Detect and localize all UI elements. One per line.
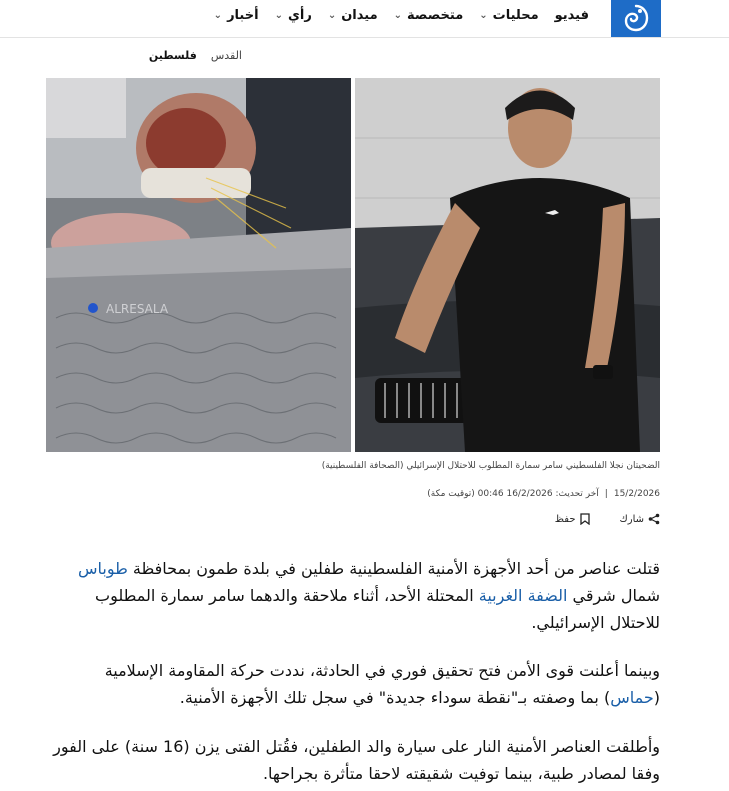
breadcrumb-palestine[interactable]: فلسطين: [148, 49, 197, 62]
watermark-dot: [88, 303, 98, 313]
chevron-down-icon: ⌄: [274, 9, 283, 21]
chevron-down-icon: ⌄: [393, 9, 403, 21]
aljazeera-logo[interactable]: [611, 0, 661, 37]
save-button[interactable]: [555, 513, 590, 525]
paragraph-text: قتلت عناصر من أحد الأجهزة الأمنية الفلسطينية طفلين في بلدة طمون بمحافظة: [127, 559, 660, 578]
nav-label: ميدان: [341, 7, 378, 23]
article-image-left: [46, 78, 351, 452]
main-nav: [214, 0, 589, 30]
paragraph-text: ) بما وصفته بـ"نقطة سوداء جديدة" في سجل تلك الأجهزة الأمنية.: [179, 688, 611, 707]
paragraph-text: وأطلقت العناصر الأمنية النار على سيارة والد الطفلين، فقُتل الفتى يزن (16 سنة) على الفور وفقا لمصادر طبية، بينما توفيت شقيقته لاحقا متأثرة بجراحها.: [53, 737, 660, 783]
share-label: شارك: [619, 513, 644, 525]
link-hamas[interactable]: حماس: [610, 688, 654, 707]
nav-label: متخصصة: [407, 7, 464, 23]
nav-item-midan[interactable]: [328, 8, 378, 23]
aljazeera-logo-icon: [620, 3, 652, 34]
link-west-bank[interactable]: الضفة الغربية: [478, 586, 568, 605]
nav-item-opinion[interactable]: [275, 8, 312, 23]
nav-label: فيديو: [554, 7, 589, 23]
paragraph-text: شمال شرقي: [567, 586, 660, 605]
caption-text: الضحيتان نجلا الفلسطيني سامر سمارة المطلوب للاحتلال الإسرائيلي (الصحافة الفلسطينية): [321, 461, 660, 471]
nav-label: أخبار: [227, 7, 259, 23]
breadcrumb-jerusalem[interactable]: القدس: [210, 49, 242, 62]
chevron-down-icon: ⌄: [327, 9, 337, 21]
nav-label: رأي: [287, 7, 312, 23]
bookmark-icon: [580, 513, 590, 525]
breadcrumb: [149, 49, 242, 62]
article-paragraph-1: [44, 555, 660, 636]
link-tubas[interactable]: طوباس: [77, 559, 128, 578]
nav-item-specialized[interactable]: [394, 8, 464, 23]
published-date: 15/2/2026: [613, 489, 660, 499]
date-separator: |: [604, 489, 608, 499]
image-caption: [240, 459, 660, 473]
updated-date: آخر تحديث: 16/2/2026 00:46 (توقيت مكة): [427, 489, 599, 499]
article-dateline: [427, 489, 660, 499]
article-paragraph-2: [44, 657, 660, 711]
nav-label: محليات: [492, 7, 539, 23]
article-paragraph-3: [44, 733, 660, 787]
paragraph-text: وبينما أعلنت قوى الأمن فتح تحقيق فوري في الحادثة، نددت حركة المقاومة الإسلامية (: [104, 661, 660, 707]
article-actions: [555, 513, 660, 525]
image-watermark: ALRESALA: [106, 302, 169, 316]
nav-item-news[interactable]: [214, 8, 259, 23]
save-label: حفظ: [554, 513, 576, 525]
paragraph-text: المحتلة الأحد، أثناء ملاحقة والدهما سامر سمارة المطلوب للاحتلال الإسرائيلي.: [95, 586, 660, 632]
share-button[interactable]: [620, 513, 661, 525]
share-icon: [648, 513, 660, 525]
chevron-down-icon: ⌄: [213, 9, 223, 21]
article-image-right: [355, 78, 660, 452]
top-navigation: [0, 0, 729, 38]
nav-item-video[interactable]: [555, 8, 589, 23]
nav-item-local[interactable]: [479, 8, 538, 23]
chevron-down-icon: ⌄: [479, 9, 488, 21]
